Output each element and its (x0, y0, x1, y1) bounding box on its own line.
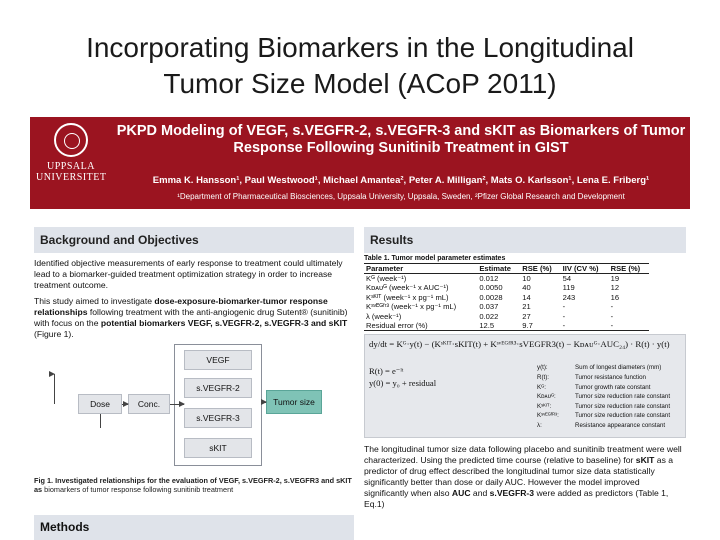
dose-box: Dose (78, 394, 122, 414)
table-cell: 12.5 (477, 321, 520, 331)
table-cell: 0.037 (479, 302, 499, 312)
column-header: RSE (%) (609, 264, 649, 274)
table-cell: λ (week⁻¹) (366, 311, 402, 321)
table-cell: 10 (522, 274, 531, 283)
table-cell: - (562, 302, 566, 312)
resistance-equation: R(t) = e⁻ˡᵗ (369, 366, 404, 377)
background-paragraph-1: Identified objective measurements of early response to treatment could ultimately lead to a biomarker-guided treatment optimization strategy in order to increase treatment outcome. (34, 258, 343, 290)
background-paragraph-2: This study aimed to investigate dose-exposure-biomarker-tumor response relationships following treatment with the anti-angiogenic drug Sutent® (sunitinib) with focus on the potential biomarkers VEGF, s.VEGFR-2, s.VEGFR-3 and sKIT (Figure 1). (34, 296, 348, 339)
arrow-conc-biomarkers (170, 404, 184, 405)
right-column (364, 227, 686, 540)
table-cell: - (561, 321, 609, 331)
parameter-table (364, 263, 649, 331)
slide-title-line1: Incorporating Biomarkers in the Longitudinal (86, 32, 634, 63)
model-equation-aux (369, 365, 539, 389)
figure-caption: Fig 1. Investigated relationships for the evaluation of VEGF, s.VEGFR-2, s.VEGFR3 and sKIT as biomarkers of tumor response following sunitinib treatment (34, 476, 352, 494)
table-cell: 16 (610, 292, 620, 302)
poster-banner (30, 117, 690, 209)
arrow-dose-conc (122, 404, 128, 405)
table-row (364, 283, 649, 292)
table-cell: 27 (522, 311, 531, 321)
table-row (364, 302, 649, 311)
poster-title-line2: Response Following Sunitinib Treatment in GIST (233, 140, 569, 156)
logo-line1: UPPSALA (47, 161, 95, 172)
poster-title (116, 123, 686, 157)
table-cell: 40 (522, 283, 531, 293)
model-equation-box (364, 334, 686, 438)
table-cell: Kᴳ (week⁻¹) (366, 274, 407, 283)
legend-item: y(t): Sum of longest diameters (mm) (537, 364, 662, 372)
model-equation-main: dy/dt = Kᴳ·y(t) − (Kˢᴷᴵᵀ·sKIT(t) + Kˢᵛᴱᴳᶠᴿ³·sVEGFR3(t) − Kᴅᴀᴜᴳ·AUC₂₄) · R(t) · y(t) (369, 339, 670, 350)
equation-legend (537, 363, 683, 430)
table-cell: Kˢᵛᴱᴳᶠʳ³ (week⁻¹ x pg⁻¹ mL) (366, 302, 457, 312)
poster-affiliations: ¹Department of Pharmaceutical Biosciences, Uppsala University, Uppsala, Sweden, ²Pfizer Global Research and Development (177, 192, 625, 201)
results-heading: Results (364, 227, 686, 253)
results-paragraph: The longitudinal tumor size data following placebo and sunitinib treatment were well characterized. Using the predicted time course (relative to baseline) for sKIT as a predictor of drug effect described the longitudinal tumor size data statistically significantly better than dose or daily AUC. However the model improved significantly when also AUC and s.VEGFR-3 were added as predictors (Table 1, Eq.1) (364, 444, 682, 510)
legend-item: λ: Resistance appearance constant (537, 422, 666, 429)
tumor-size-box: Tumor size (266, 390, 322, 414)
table-cell: 0.012 (479, 274, 499, 283)
column-header: IIV (CV %) (561, 264, 609, 274)
column-header: RSE (%) (520, 264, 560, 274)
biomarker-box-vegf: VEGF (184, 350, 252, 370)
biomarker-box-skit: sKIT (184, 438, 252, 458)
university-seal-icon (54, 123, 88, 157)
table-caption: Table 1. Tumor model parameter estimates (364, 255, 506, 262)
line-dose-loop-vertical (54, 374, 55, 404)
left-column (34, 227, 354, 540)
slide-title-line2: Tumor Size Model (ACoP 2011) (163, 68, 557, 99)
legend-item: Kˢᴷᴵᵀ: Tumor size reduction rate constant (537, 402, 671, 410)
line-dose-down (100, 414, 101, 428)
conc-box: Conc. (128, 394, 170, 414)
column-header: Estimate (477, 264, 520, 274)
poster-image (30, 117, 690, 540)
table-cell: - (610, 302, 614, 312)
table-cell: 12 (610, 283, 620, 293)
table-cell: 243 (562, 292, 576, 302)
table-cell: 0.0050 (479, 283, 503, 293)
table-cell: Residual error (%) (364, 321, 477, 331)
table-row (364, 321, 649, 331)
column-header: Parameter (364, 264, 477, 274)
legend-item: Kᴅᴀᴜᴳ: Tumor size reduction rate constant (537, 393, 671, 401)
table-row (364, 274, 649, 284)
table-cell: - (610, 311, 614, 321)
table-cell: - (562, 311, 566, 321)
table-cell: 119 (562, 283, 575, 293)
table-cell: 14 (522, 292, 531, 302)
legend-item: Kˢᵛᴱᴳᶠᴿ³: Tumor size reduction rate constant (537, 412, 671, 420)
uppsala-logo (36, 123, 106, 203)
poster-authors: Emma K. Hansson¹, Paul Westwood¹, Michael Amantea², Peter A. Milligan², Mats O. Karlsson¹, Lena E. Friberg¹ (152, 175, 650, 186)
table-cell: 21 (522, 302, 531, 312)
arrow-biomarkers-tumor (262, 402, 266, 403)
biomarker-box-svegfr2: s.VEGFR-2 (184, 378, 252, 398)
initial-condition-equation: y(0) = y₀ + residual (369, 378, 437, 389)
biomarker-box-svegfr3: s.VEGFR-3 (184, 408, 252, 428)
table-cell: Kˢᴷᴵᵀ (week⁻¹ x pg⁻¹ mL) (366, 292, 449, 302)
table-cell: 54 (562, 274, 572, 283)
table-row (364, 293, 649, 302)
logo-line2: UNIVERSITET (36, 172, 107, 183)
background-heading: Background and Objectives (34, 227, 354, 253)
methods-heading: Methods (34, 515, 354, 540)
table-cell: - (609, 321, 649, 331)
table-cell: Kᴅᴀᴜᴳ (week⁻¹ x AUC⁻¹) (366, 283, 449, 293)
table-header-row (364, 264, 649, 274)
legend-item: R(t): Tumor resistance function (537, 374, 646, 382)
table-cell: 0.022 (479, 311, 499, 321)
biomarker-diagram (34, 344, 354, 474)
table-cell: 9.7 (520, 321, 560, 331)
table-cell: 19 (610, 274, 620, 283)
table-cell: 0.0028 (479, 292, 503, 302)
slide-title (0, 30, 720, 102)
table-row (364, 312, 649, 321)
legend-item: Kᴳ: Tumor growth rate constant (537, 383, 651, 391)
poster-title-line1: PKPD Modeling of VEGF, s.VEGFR-2, s.VEGFR-3 and sKIT as Biomarkers of Tumor (116, 123, 686, 139)
